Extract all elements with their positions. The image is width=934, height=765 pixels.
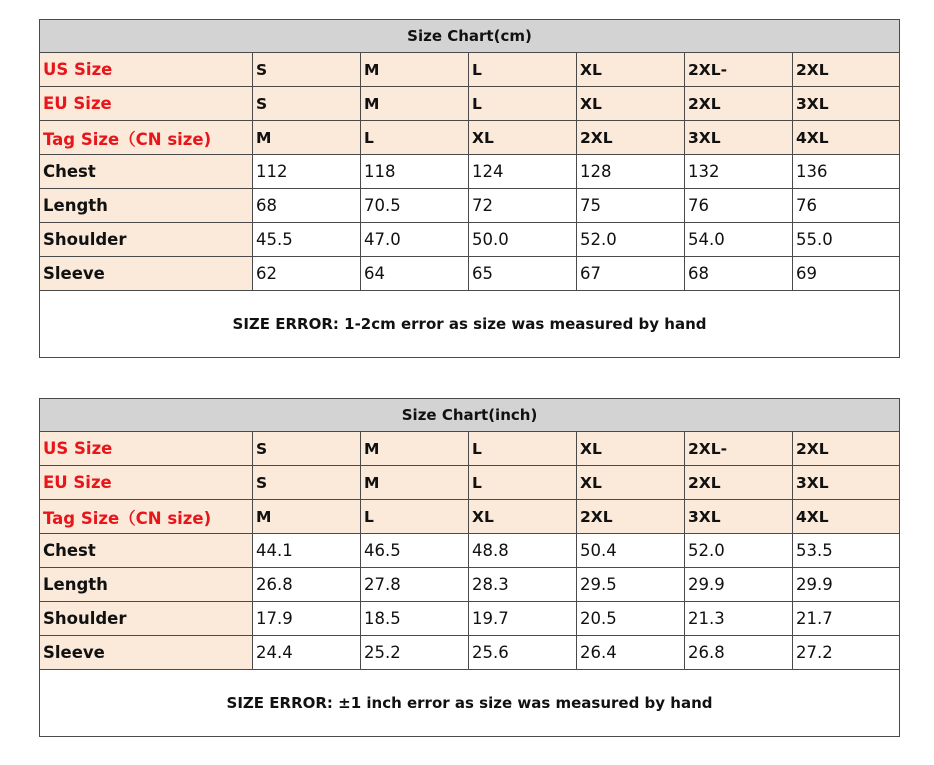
measure-row-shoulder <box>40 223 900 257</box>
size-cell: XL <box>469 500 577 534</box>
measure-cell: 67 <box>577 257 685 291</box>
size-cell: 2XL <box>685 466 793 500</box>
measure-cell: 62 <box>253 257 361 291</box>
size-cell: 4XL <box>793 500 900 534</box>
size-cell: 2XL <box>685 87 793 121</box>
size-error-note: SIZE ERROR: 1-2cm error as size was measured by hand <box>40 291 900 358</box>
size-cell: XL <box>577 87 685 121</box>
size-cell: 2XL <box>577 121 685 155</box>
measure-cell: 68 <box>685 257 793 291</box>
title-row <box>40 399 900 432</box>
note-row <box>40 291 900 358</box>
size-row-tag <box>40 500 900 534</box>
size-error-note: SIZE ERROR: ±1 inch error as size was measured by hand <box>40 670 900 737</box>
measure-cell: 26.8 <box>685 636 793 670</box>
size-cell: XL <box>577 432 685 466</box>
measure-cell: 20.5 <box>577 602 685 636</box>
row-label: Shoulder <box>40 602 253 636</box>
measure-cell: 27.2 <box>793 636 900 670</box>
size-row-us <box>40 53 900 87</box>
size-cell: L <box>361 121 469 155</box>
row-label: Chest <box>40 534 253 568</box>
row-label: Sleeve <box>40 257 253 291</box>
size-cell: L <box>469 466 577 500</box>
measure-row-length <box>40 568 900 602</box>
measure-cell: 21.7 <box>793 602 900 636</box>
measure-cell: 70.5 <box>361 189 469 223</box>
row-label: US Size <box>40 432 253 466</box>
size-cell: XL <box>577 466 685 500</box>
chart-title: Size Chart(cm) <box>40 20 900 53</box>
size-cell: 2XL- <box>685 53 793 87</box>
title-row <box>40 20 900 53</box>
size-cell: M <box>361 466 469 500</box>
row-label: Tag Size（CN size) <box>40 500 253 534</box>
measure-cell: 64 <box>361 257 469 291</box>
measure-cell: 50.4 <box>577 534 685 568</box>
measure-row-shoulder <box>40 602 900 636</box>
measure-cell: 118 <box>361 155 469 189</box>
measure-row-length <box>40 189 900 223</box>
row-label: Length <box>40 189 253 223</box>
measure-cell: 24.4 <box>253 636 361 670</box>
measure-cell: 72 <box>469 189 577 223</box>
size-cell: M <box>253 121 361 155</box>
size-row-eu <box>40 466 900 500</box>
size-cell: L <box>469 432 577 466</box>
size-cell: 2XL <box>793 432 900 466</box>
size-row-tag <box>40 121 900 155</box>
measure-cell: 76 <box>793 189 900 223</box>
measure-cell: 128 <box>577 155 685 189</box>
size-cell: 3XL <box>793 466 900 500</box>
measure-cell: 25.2 <box>361 636 469 670</box>
measure-cell: 47.0 <box>361 223 469 257</box>
size-cell: 3XL <box>685 500 793 534</box>
measure-cell: 68 <box>253 189 361 223</box>
size-cell: L <box>469 87 577 121</box>
measure-cell: 27.8 <box>361 568 469 602</box>
measure-row-chest <box>40 534 900 568</box>
measure-cell: 28.3 <box>469 568 577 602</box>
size-cell: M <box>361 87 469 121</box>
size-chart-inch <box>39 398 900 737</box>
measure-cell: 124 <box>469 155 577 189</box>
size-cell: XL <box>469 121 577 155</box>
row-label: US Size <box>40 53 253 87</box>
measure-row-chest <box>40 155 900 189</box>
measure-cell: 136 <box>793 155 900 189</box>
measure-cell: 69 <box>793 257 900 291</box>
row-label: Shoulder <box>40 223 253 257</box>
size-cell: 2XL <box>793 53 900 87</box>
chart-title: Size Chart(inch) <box>40 399 900 432</box>
measure-cell: 65 <box>469 257 577 291</box>
row-label: Length <box>40 568 253 602</box>
size-cell: L <box>469 53 577 87</box>
row-label: EU Size <box>40 466 253 500</box>
size-cell: S <box>253 466 361 500</box>
size-cell: S <box>253 53 361 87</box>
row-label: Chest <box>40 155 253 189</box>
measure-cell: 45.5 <box>253 223 361 257</box>
measure-cell: 50.0 <box>469 223 577 257</box>
row-label: EU Size <box>40 87 253 121</box>
measure-cell: 132 <box>685 155 793 189</box>
measure-row-sleeve <box>40 636 900 670</box>
size-cell: XL <box>577 53 685 87</box>
measure-cell: 54.0 <box>685 223 793 257</box>
measure-cell: 55.0 <box>793 223 900 257</box>
measure-cell: 18.5 <box>361 602 469 636</box>
note-row <box>40 670 900 737</box>
size-cell: 3XL <box>685 121 793 155</box>
size-cell: S <box>253 87 361 121</box>
measure-cell: 17.9 <box>253 602 361 636</box>
measure-cell: 44.1 <box>253 534 361 568</box>
size-cell: 4XL <box>793 121 900 155</box>
size-cell: M <box>253 500 361 534</box>
size-cell: 2XL <box>577 500 685 534</box>
measure-row-sleeve <box>40 257 900 291</box>
measure-cell: 76 <box>685 189 793 223</box>
measure-cell: 52.0 <box>577 223 685 257</box>
measure-cell: 53.5 <box>793 534 900 568</box>
measure-cell: 29.9 <box>793 568 900 602</box>
measure-cell: 112 <box>253 155 361 189</box>
size-cell: 3XL <box>793 87 900 121</box>
measure-cell: 21.3 <box>685 602 793 636</box>
size-chart-cm <box>39 19 900 358</box>
measure-cell: 26.4 <box>577 636 685 670</box>
measure-cell: 75 <box>577 189 685 223</box>
row-label: Sleeve <box>40 636 253 670</box>
measure-cell: 19.7 <box>469 602 577 636</box>
size-row-us <box>40 432 900 466</box>
size-row-eu <box>40 87 900 121</box>
measure-cell: 29.9 <box>685 568 793 602</box>
size-cell: 2XL- <box>685 432 793 466</box>
size-cell: M <box>361 53 469 87</box>
measure-cell: 52.0 <box>685 534 793 568</box>
size-cell: S <box>253 432 361 466</box>
size-cell: M <box>361 432 469 466</box>
row-label: Tag Size（CN size) <box>40 121 253 155</box>
measure-cell: 29.5 <box>577 568 685 602</box>
size-cell: L <box>361 500 469 534</box>
measure-cell: 25.6 <box>469 636 577 670</box>
measure-cell: 48.8 <box>469 534 577 568</box>
measure-cell: 46.5 <box>361 534 469 568</box>
measure-cell: 26.8 <box>253 568 361 602</box>
